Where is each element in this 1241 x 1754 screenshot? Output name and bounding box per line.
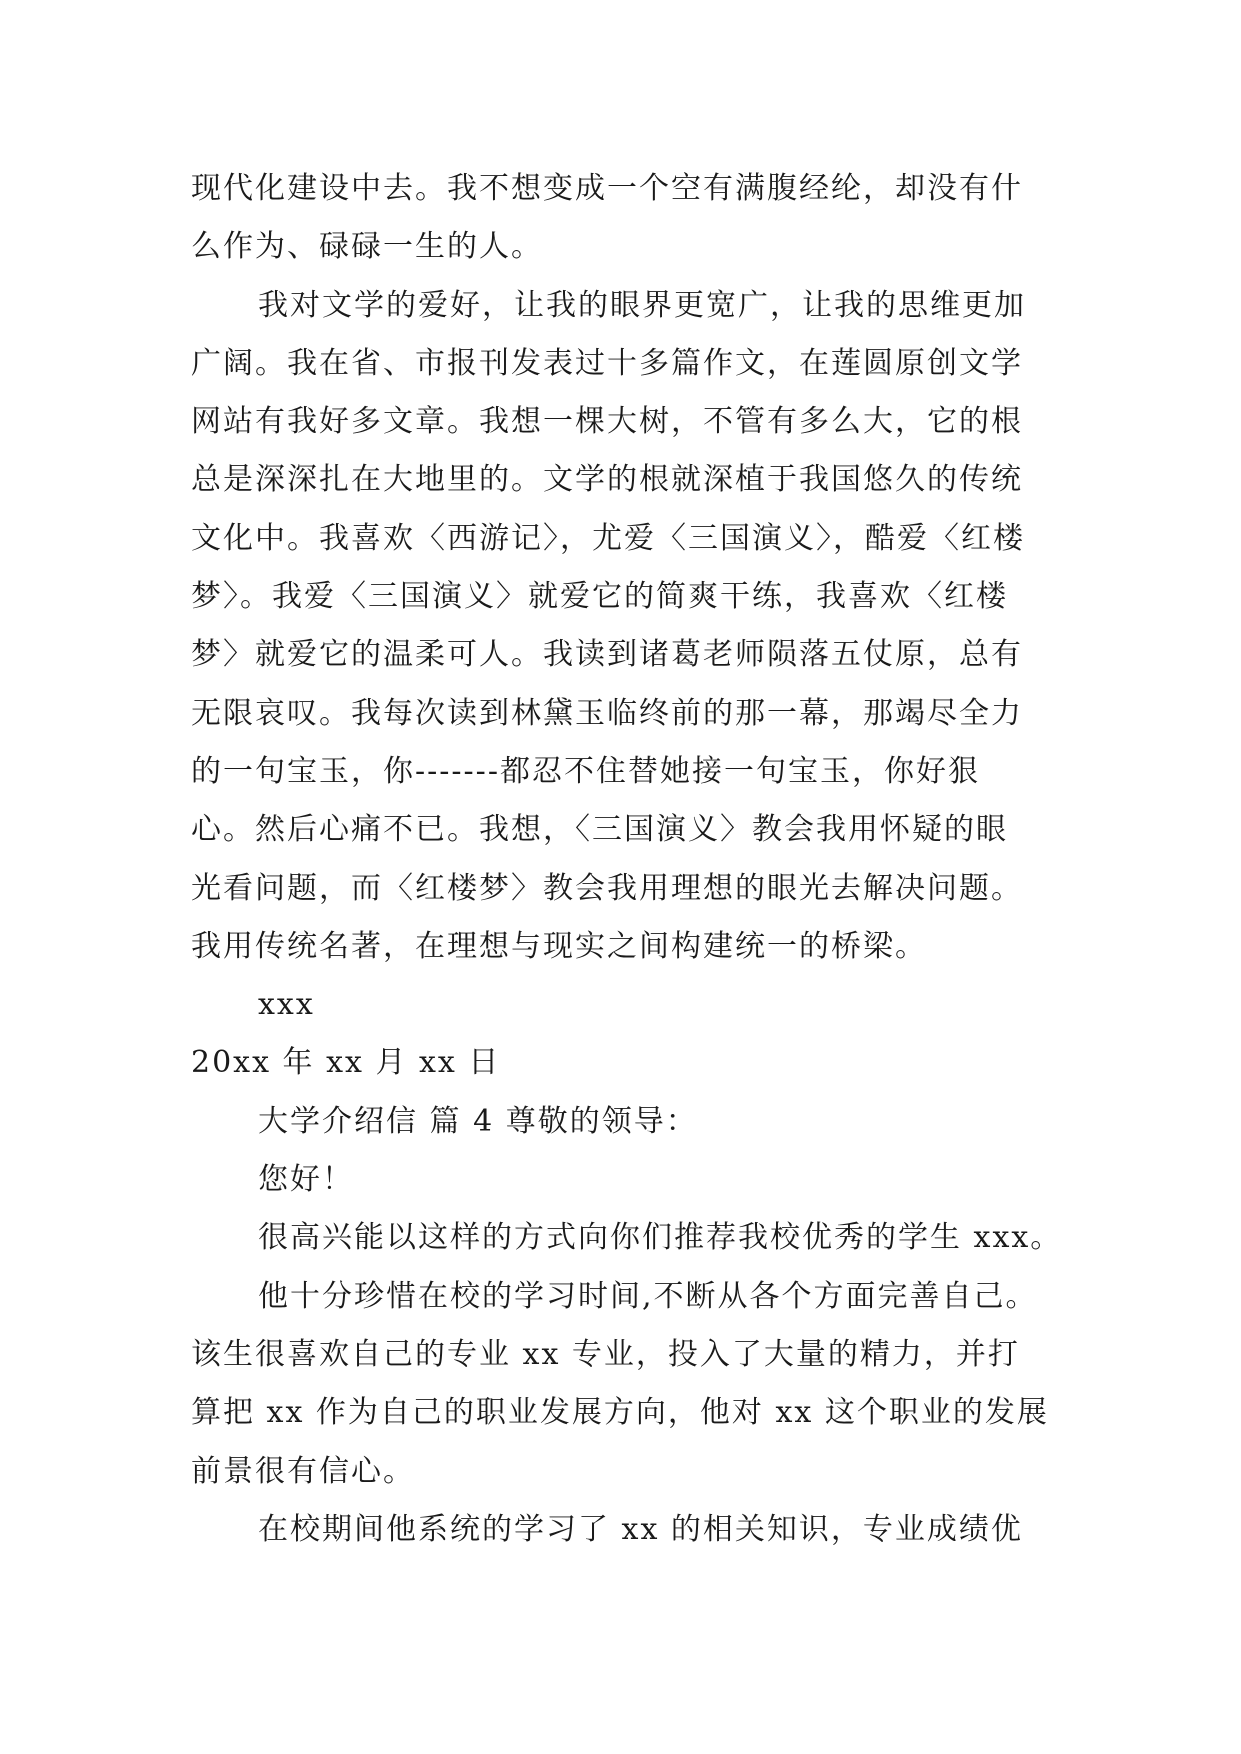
text-line: 梦〉。我爱〈三国演义〉就爱它的简爽干练，我喜欢〈红楼 (191, 579, 1008, 615)
text-line: 20xx 年 xx 月 xx 日 (191, 1045, 501, 1081)
text-line: 光看问题，而〈红楼梦〉教会我用理想的眼光去解决问题。 (191, 870, 1023, 906)
text-line: 么作为、碌碌一生的人。 (191, 229, 543, 265)
text-line: 大学介绍信 篇 4 尊敬的领导： (258, 1103, 698, 1139)
text-line: 无限哀叹。我每次读到林黛玉临终前的那一幕，那竭尽全力 (191, 695, 1023, 731)
text-line: 您好！ (258, 1162, 354, 1198)
text-line: 梦〉就爱它的温柔可人。我读到诸葛老师陨落五仗原，总有 (191, 637, 1023, 673)
text-line: 很高兴能以这样的方式向你们推荐我校优秀的学生 xxx。 (258, 1220, 1063, 1256)
text-line: 总是深深扎在大地里的。文学的根就深植于我国悠久的传统 (191, 462, 1023, 498)
document-body (191, 160, 1071, 1559)
text-line: 心。然后心痛不已。我想，〈三国演义〉教会我用怀疑的眼 (191, 812, 1008, 848)
text-line: 文化中。我喜欢〈西游记〉，尤爱〈三国演义〉，酷爱〈红楼 (191, 520, 1025, 556)
text-line: 网站有我好多文章。我想一棵大树，不管有多么大，它的根 (191, 404, 1023, 440)
text-line: 算把 xx 作为自己的职业发展方向，他对 xx 这个职业的发展 (191, 1395, 1049, 1431)
text-line: 前景很有信心。 (191, 1453, 415, 1489)
text-line: 现代化建设中去。我不想变成一个空有满腹经纶，却没有什 (191, 171, 1023, 206)
text-line: 该生很喜欢自己的专业 xx 专业，投入了大量的精力，并打 (191, 1336, 1020, 1372)
text-line: 的一句宝玉，你-------都忍不住替她接一句宝玉，你好狠 (191, 753, 980, 789)
text-line: xxx (258, 987, 315, 1023)
text-line: 我对文学的爱好，让我的眼界更宽广，让我的思维更加 (258, 287, 1026, 323)
text-line: 在校期间他系统的学习了 xx 的相关知识，专业成绩优 (258, 1511, 1023, 1547)
text-line: 广阔。我在省、市报刊发表过十多篇作文，在莲圆原创文学 (191, 345, 1023, 381)
text-line: 他十分珍惜在校的学习时间,不断从各个方面完善自己。 (258, 1278, 1038, 1314)
text-line: 我用传统名著，在理想与现实之间构建统一的桥梁。 (191, 928, 927, 964)
